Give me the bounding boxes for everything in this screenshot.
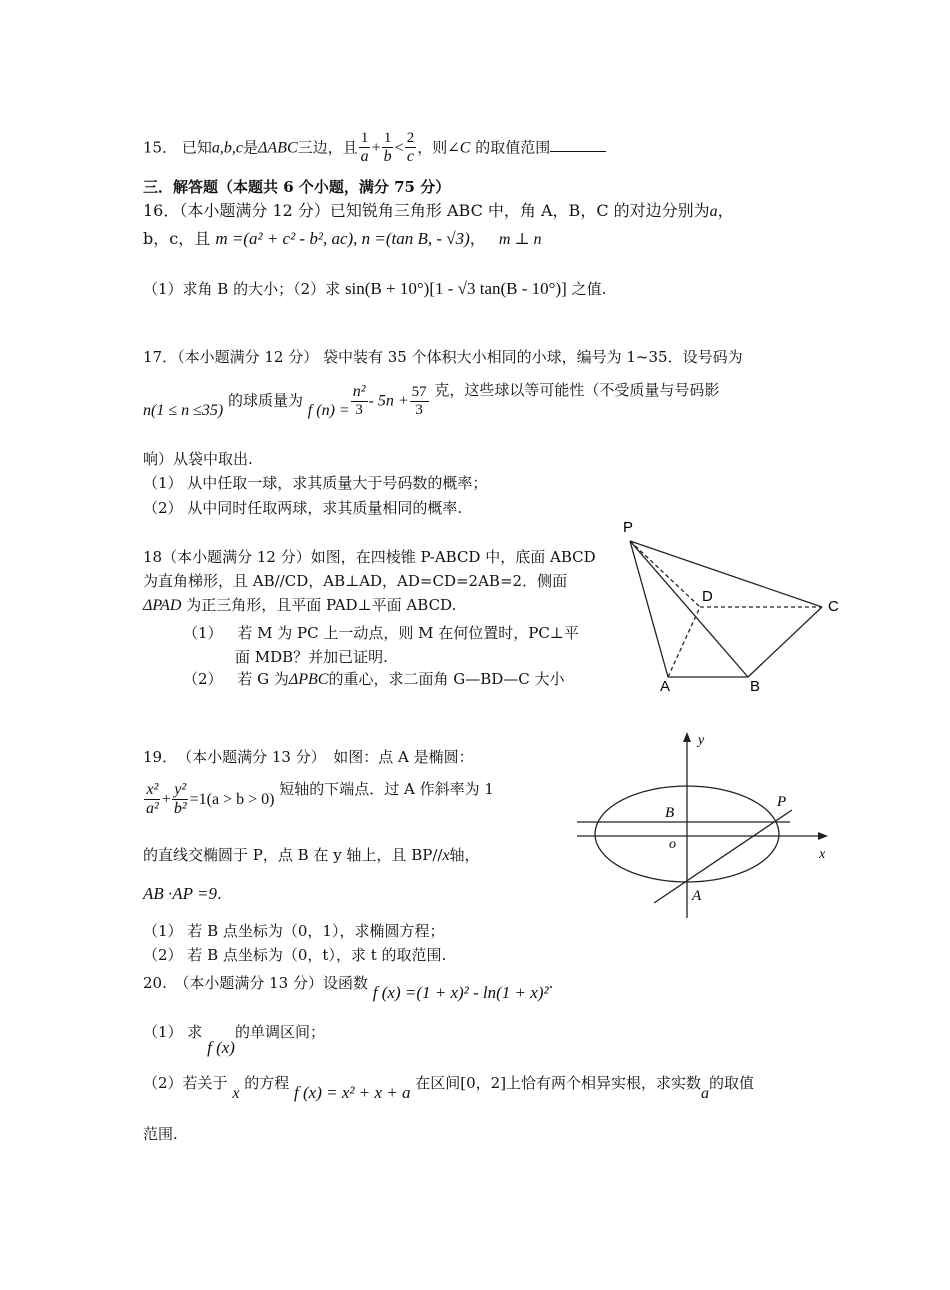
q17-part2: （2） 从中同时任取两球，求其质量相同的概率. (143, 499, 463, 517)
q16-parts: （1）求角 B 的大小；（2）求 sin(B + 10°)[1 - √3 tan(B - 10°)] 之值. (143, 279, 607, 298)
label-a: A (692, 888, 702, 904)
q16-vector-expr: m =(a² + c² - b², ac), n =(tan B, - √3) (215, 229, 470, 248)
q19-line4: AB ·AP =9. (143, 884, 222, 903)
q15-line: 15． 已知a,b,c是ΔABC三边，且 $\frac{1}{a}$ + $\frac{1}{b}$ < $\frac{2}{c}$ ，则∠C 的取值范围 (143, 130, 606, 167)
q17-line1: 17．（本小题满分 12 分） 袋中装有 35 个体积大小相同的小球，编号为 1~35．设号码为 (143, 348, 743, 366)
q20-part1: （1） 求 f (x)的单调区间； (143, 1023, 325, 1057)
label-o: o (669, 837, 676, 852)
edge-bc (748, 607, 822, 677)
q17-fraction: $\frac{57}{3}$ (411, 383, 427, 418)
edge-pa (630, 541, 668, 677)
q15-vars: a,b,c (211, 139, 243, 157)
q20-part2: （2）若关于 x 的方程 f (x) = x² + x + a 在区间[0，2]上恰有两个相异实根，求实数a的取值 (143, 1074, 755, 1102)
q20-part2-cont: 范围. (143, 1125, 178, 1143)
q19-line1: 19． （本小题满分 13 分） 如图：点 A 是椭圆： (143, 748, 474, 766)
q19-line2: $\frac{\text{x²}}{\text{a²}}$ + $\frac{\text{y²}}{\text{b²}}$ =1(a > b > 0) 短轴的下端点．过 A 作斜率为 1 (146, 779, 494, 818)
q18-part2: （2） 若 G 为ΔPBC的重心，求二面角 G—BD—C 大小 (183, 670, 565, 688)
answer-blank (550, 137, 606, 152)
q15-text: 是 (243, 138, 259, 157)
q18-line3: ΔPAD 为正三角形，且平面 PAD⊥平面 ABCD. (143, 596, 457, 614)
q16-line2: b，c，且 m =(a² + c² - b², ac), n =(tan B, - √3)， m ⊥ n (143, 229, 542, 248)
q16-perp: m ⊥ n (498, 231, 542, 248)
q17-line2: n(1 ≤ n ≤35) 的球质量为 f (n) = $\frac{\text{n²}}{3}$ - 5n + $\frac{57}{3}$ 克，这些球以等可能性（不受质量与号码影 (143, 381, 720, 420)
label-a: A (660, 678, 671, 695)
q15-triangle: ΔABC (258, 139, 298, 157)
q17-fraction: $\frac{\text{n²}}{3}$ (352, 383, 366, 419)
q18-line2: 为直角梯形，且 AB//CD，AB⊥AD，AD=CD=2AB=2．侧面 (143, 572, 568, 590)
label-b: B (750, 678, 761, 695)
label-p: P (623, 519, 634, 536)
section-title: 三．解答题（本题共 6 个小题，满分 75 分） (143, 178, 451, 196)
edge-pd (630, 541, 700, 607)
pyramid-figure (610, 515, 850, 695)
q18-part1-cont: 面 MDB？并加已证明. (235, 648, 388, 666)
q19-fraction: $\frac{\text{x²}}{\text{a²}}$ (146, 781, 159, 818)
q16-line1: 16．（本小题满分 12 分）已知锐角三角形 ABC 中，角 A，B，C 的对边分别为a， (143, 201, 734, 220)
x-axis-arrow (818, 832, 828, 840)
q17-line3: 响）从袋中取出. (143, 450, 253, 468)
label-c: C (828, 598, 839, 615)
ellipse-figure (572, 728, 842, 924)
q15-fraction: $\frac{1}{a}$ (360, 130, 369, 166)
line-ap (654, 810, 792, 903)
q19-part1: （1） 若 B 点坐标为（0，1），求椭圆方程； (143, 922, 445, 940)
q16-expression: sin(B + 10°)[1 - √3 tan(B - 10°)] (344, 279, 567, 298)
q15-number: 15． (143, 138, 178, 157)
y-axis-arrow (683, 732, 691, 742)
q15-text: 的取值范围 (470, 138, 551, 157)
q15-text: ，则∠ (417, 138, 460, 157)
q19-part2: （2） 若 B 点坐标为（0，t），求 t 的取范围. (143, 946, 447, 964)
q17-part1: （1） 从中任取一球，求其质量大于号码数的概率； (143, 474, 488, 492)
q18-part1: （1） 若 M 为 PC 上一动点，则 M 在何位置时，PC⊥平 (183, 624, 579, 642)
label-b: B (665, 805, 675, 821)
q19-fraction: $\frac{\text{y²}}{\text{b²}}$ (173, 781, 187, 818)
q15-fraction: $\frac{2}{c}$ (406, 130, 415, 166)
label-d: D (702, 588, 713, 605)
q19-line3: 的直线交椭圆于 P，点 B 在 y 轴上，且 BP//x轴， (143, 846, 480, 864)
q15-text: 已知 (181, 138, 212, 157)
q20-line1: 20. （本小题满分 13 分）设函数 f (x) =(1 + x)² - ln(1 + x)². (143, 974, 554, 1002)
q15-angle: C (459, 139, 471, 157)
label-y: y (698, 733, 705, 748)
q18-line1: 18（本小题满分 12 分）如图，在四棱锥 P-ABCD 中，底面 ABCD (143, 548, 596, 566)
q15-text: 三边，且 (297, 138, 358, 157)
label-p: P (777, 794, 787, 810)
label-x: x (819, 847, 826, 862)
q15-fraction: $\frac{1}{b}$ (383, 130, 392, 166)
edge-ad (668, 607, 700, 677)
